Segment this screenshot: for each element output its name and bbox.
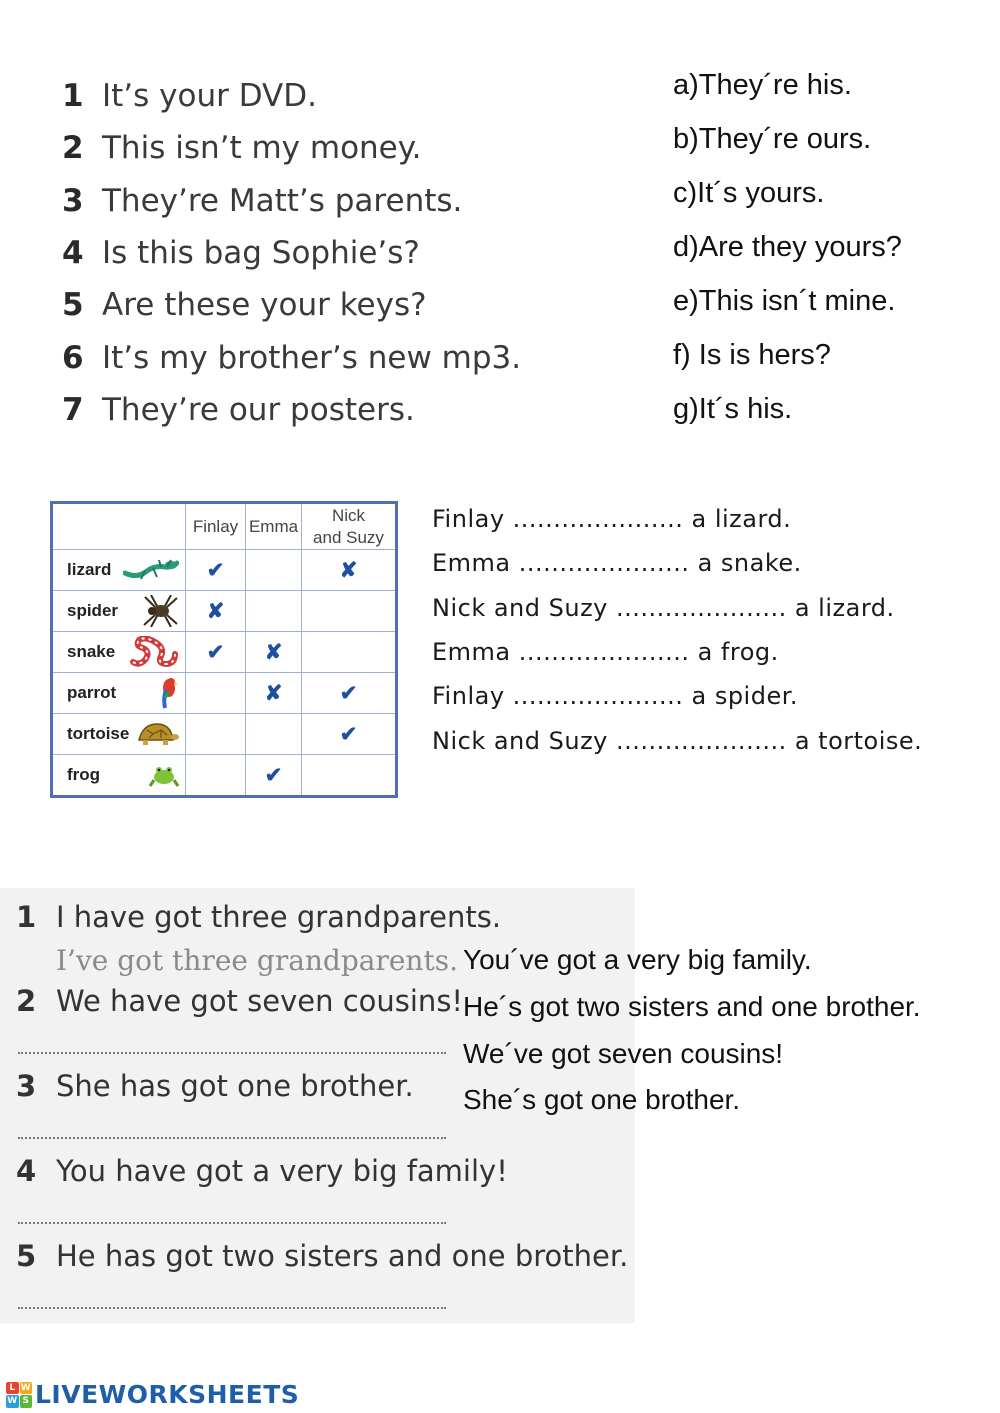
snake-icon	[129, 636, 179, 668]
table-row	[52, 550, 397, 591]
matching-answers	[673, 58, 993, 436]
cell-emma	[246, 714, 302, 755]
cell-finlay	[186, 673, 246, 714]
animal-name: spider	[67, 601, 119, 620]
cell-nick-and-suzy: ✔	[302, 714, 397, 755]
answer-option[interactable]: g)It´s his.	[673, 392, 793, 425]
table-row	[52, 591, 397, 632]
animal-name: snake	[67, 642, 116, 661]
animal-cell	[52, 591, 186, 632]
pet-sentence[interactable]: Nick and Suzy ..................... a tortoise.	[432, 726, 923, 755]
exercise-item	[16, 1239, 628, 1273]
cell-nick-and-suzy: ✔	[302, 673, 397, 714]
sentence-text: Are these your keys?	[102, 287, 427, 324]
table-row	[52, 632, 397, 673]
item-number: 1	[16, 900, 37, 934]
animal-cell	[52, 632, 186, 673]
cell-emma	[246, 550, 302, 591]
sentence-row	[62, 175, 622, 227]
answer-line[interactable]	[18, 1222, 446, 1224]
lizard-icon	[123, 557, 179, 583]
sentence-number: 7	[62, 391, 84, 428]
sentence-text: They’re Matt’s parents.	[102, 182, 463, 219]
cell-nick-and-suzy	[302, 632, 397, 673]
cell-nick-and-suzy: ✘	[302, 550, 397, 591]
sentence-row	[62, 331, 622, 383]
contraction-option[interactable]: You´ve got a very big family.	[463, 944, 812, 976]
answer-option[interactable]: f) Is is hers?	[673, 338, 831, 371]
sentence-number: 4	[62, 235, 84, 272]
logo-text: LIVEWORKSHEETS	[35, 1380, 300, 1409]
parrot-icon	[157, 676, 179, 710]
cell-finlay	[186, 714, 246, 755]
table-header-row	[52, 503, 397, 550]
cell-nick-and-suzy	[302, 591, 397, 632]
exercise-item	[16, 1069, 414, 1103]
logo-mark-icon	[6, 1382, 32, 1408]
answer-line[interactable]	[18, 1052, 446, 1054]
sentence-number: 2	[62, 130, 84, 167]
sentence-text: It’s your DVD.	[102, 78, 317, 115]
animal-cell	[52, 755, 186, 797]
pet-sentence[interactable]: Emma ..................... a frog.	[432, 638, 779, 667]
pet-sentence[interactable]: Finlay ..................... a lizard.	[432, 505, 792, 534]
header-blank-cell	[52, 503, 186, 550]
sentence-row	[62, 122, 622, 174]
animal-cell	[52, 714, 186, 755]
cell-finlay	[186, 755, 246, 797]
sentence-number: 6	[62, 339, 84, 376]
contraction-option[interactable]: We´ve got seven cousins!	[463, 1037, 784, 1069]
header-and-suzy: and Suzy	[313, 527, 384, 547]
item-text: We have got seven cousins!	[56, 984, 464, 1018]
cell-emma: ✘	[246, 673, 302, 714]
logo-mark-letter: S	[20, 1395, 33, 1408]
sentence-number: 1	[62, 78, 84, 115]
sentence-number: 5	[62, 287, 84, 324]
cell-finlay: ✔	[186, 550, 246, 591]
cell-finlay: ✘	[186, 591, 246, 632]
cell-emma: ✘	[246, 632, 302, 673]
header-emma: Emma	[246, 503, 302, 550]
pet-sentence[interactable]: Finlay ..................... a spider.	[432, 682, 799, 711]
contraction-option[interactable]: He´s got two sisters and one brother.	[463, 991, 921, 1023]
example-answer: I’ve got three grandparents.	[56, 944, 458, 977]
item-number: 5	[16, 1239, 37, 1273]
animal-name: parrot	[67, 683, 117, 702]
animal-cell	[52, 673, 186, 714]
item-number: 4	[16, 1154, 37, 1188]
liveworksheets-logo	[6, 1380, 299, 1409]
table-row	[52, 673, 397, 714]
item-text: She has got one brother.	[56, 1069, 414, 1103]
answer-option[interactable]: d)Are they yours?	[673, 230, 902, 263]
pet-sentence[interactable]: Emma ..................... a snake.	[432, 549, 802, 578]
pets-sentences	[432, 497, 992, 763]
item-text: You have got a very big family!	[56, 1154, 508, 1188]
answer-option[interactable]: e)This isn´t mine.	[673, 284, 896, 317]
item-number: 3	[16, 1069, 37, 1103]
sentence-text: This isn’t my money.	[102, 130, 422, 167]
header-finlay: Finlay	[186, 503, 246, 550]
cell-emma: ✔	[246, 755, 302, 797]
logo-mark-letter: W	[7, 1396, 18, 1406]
answer-line[interactable]	[18, 1307, 446, 1309]
answer-line[interactable]	[18, 1137, 446, 1139]
sentence-row	[62, 279, 622, 331]
answer-option[interactable]: a)They´re his.	[673, 68, 852, 101]
sentence-row	[62, 384, 622, 436]
contraction-answers	[463, 937, 993, 1124]
header-nick-and-suzy	[302, 503, 397, 550]
exercise-item	[16, 984, 463, 1018]
logo-mark-letter: W	[20, 1382, 31, 1393]
pets-table	[50, 501, 398, 798]
exercise-item	[16, 900, 501, 934]
sentence-text: It’s my brother’s new mp3.	[102, 339, 522, 376]
pet-sentence[interactable]: Nick and Suzy ..................... a lizard.	[432, 593, 895, 622]
cell-emma	[246, 591, 302, 632]
animal-name: tortoise	[67, 724, 130, 743]
tortoise-icon	[135, 720, 179, 748]
sentence-number: 3	[62, 182, 84, 219]
animal-name: lizard	[67, 560, 112, 579]
spider-icon	[139, 595, 179, 627]
sentence-text: Is this bag Sophie’s?	[102, 235, 420, 272]
item-text: I have got three grandparents.	[56, 900, 502, 934]
answer-option[interactable]: b)They´re ours.	[673, 122, 872, 155]
sentence-row	[62, 227, 622, 279]
cell-nick-and-suzy	[302, 755, 397, 797]
animal-cell	[52, 550, 186, 591]
sentence-text: They’re our posters.	[102, 391, 415, 428]
table-row	[52, 755, 397, 797]
item-text: He has got two sisters and one brother.	[56, 1239, 629, 1273]
header-nick: Nick	[331, 505, 366, 525]
cell-finlay: ✔	[186, 632, 246, 673]
item-number: 2	[16, 984, 37, 1018]
exercise-item	[16, 1154, 508, 1188]
matching-sentences	[62, 70, 622, 436]
frog-icon	[149, 762, 179, 788]
sentence-row	[62, 70, 622, 122]
answer-option[interactable]: c)It´s yours.	[673, 176, 825, 209]
contraction-option[interactable]: She´s got one brother.	[463, 1084, 741, 1116]
animal-name: frog	[67, 765, 101, 784]
table-row	[52, 714, 397, 755]
logo-mark-letter: L	[6, 1382, 19, 1395]
